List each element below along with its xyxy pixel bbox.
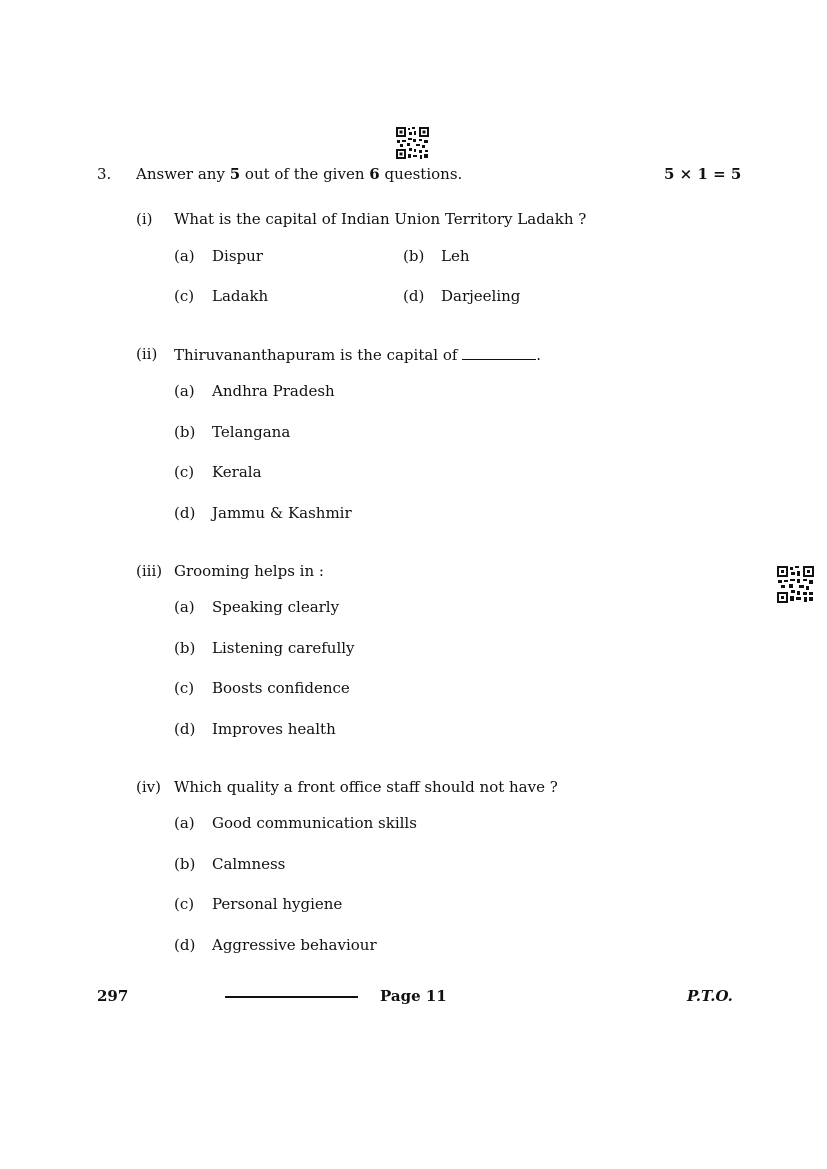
option-text: Personal hygiene (212, 895, 343, 913)
subquestion-text: Which quality a front office staff should not have ? (174, 778, 558, 796)
qr-code-icon (776, 565, 815, 604)
option-text: Dispur (212, 247, 263, 265)
option-text: Calmness (212, 855, 286, 873)
question-instruction (136, 165, 462, 183)
question-number: 3. (97, 165, 112, 183)
marks-allocation: 5 × 1 = 5 (664, 165, 742, 183)
option-label: (a) (174, 814, 195, 832)
option-label: (b) (174, 423, 196, 441)
instruction-total: 6 (369, 165, 380, 183)
option-label: (c) (174, 895, 195, 913)
option-label: (d) (174, 720, 196, 738)
subquestion-text: Grooming helps in : (174, 562, 324, 580)
option-label: (d) (174, 504, 196, 522)
paper-code: 297 (97, 987, 129, 1005)
subquestion-label: (iii) (136, 562, 163, 580)
subquestion-text-end: . (536, 346, 541, 364)
subquestion-label: (i) (136, 210, 153, 228)
option-text: Improves health (212, 720, 336, 738)
answer-blank (462, 345, 536, 360)
option-text: Andhra Pradesh (212, 382, 335, 400)
subquestion-text: What is the capital of Indian Union Territory Ladakh ? (174, 210, 587, 228)
instruction-part: Answer any (136, 165, 230, 183)
option-label: (d) (174, 936, 196, 954)
instruction-part: out of the given (240, 165, 370, 183)
option-text: Listening carefully (212, 639, 355, 657)
option-text: Kerala (212, 463, 262, 481)
subquestion-text (174, 345, 541, 364)
option-label: (c) (174, 463, 195, 481)
pto-note: P.T.O. (687, 987, 733, 1005)
option-label: (c) (174, 679, 195, 697)
option-text: Jammu & Kashmir (212, 504, 352, 522)
option-text: Good communication skills (212, 814, 417, 832)
option-text: Ladakh (212, 287, 269, 305)
subquestion-label: (iv) (136, 778, 161, 796)
option-label: (d) (403, 287, 425, 305)
option-label: (b) (174, 639, 196, 657)
instruction-part: questions. (379, 165, 463, 183)
option-label: (a) (174, 247, 195, 265)
subquestion-label: (ii) (136, 345, 158, 363)
option-label: (a) (174, 382, 195, 400)
page-number: Page 11 (380, 987, 447, 1005)
option-label: (b) (403, 247, 425, 265)
footer-divider (225, 996, 358, 998)
instruction-count: 5 (229, 165, 241, 183)
option-text: Boosts confidence (212, 679, 350, 697)
option-label: (a) (174, 598, 195, 616)
option-label: (c) (174, 287, 195, 305)
option-text: Leh (441, 247, 470, 265)
option-text: Darjeeling (441, 287, 521, 305)
subquestion-text-start: Thiruvananthapuram is the capital of (174, 346, 463, 364)
option-text: Telangana (212, 423, 291, 441)
option-text: Aggressive behaviour (212, 936, 377, 954)
qr-code-icon (395, 126, 430, 160)
option-text: Speaking clearly (212, 598, 340, 616)
option-label: (b) (174, 855, 196, 873)
